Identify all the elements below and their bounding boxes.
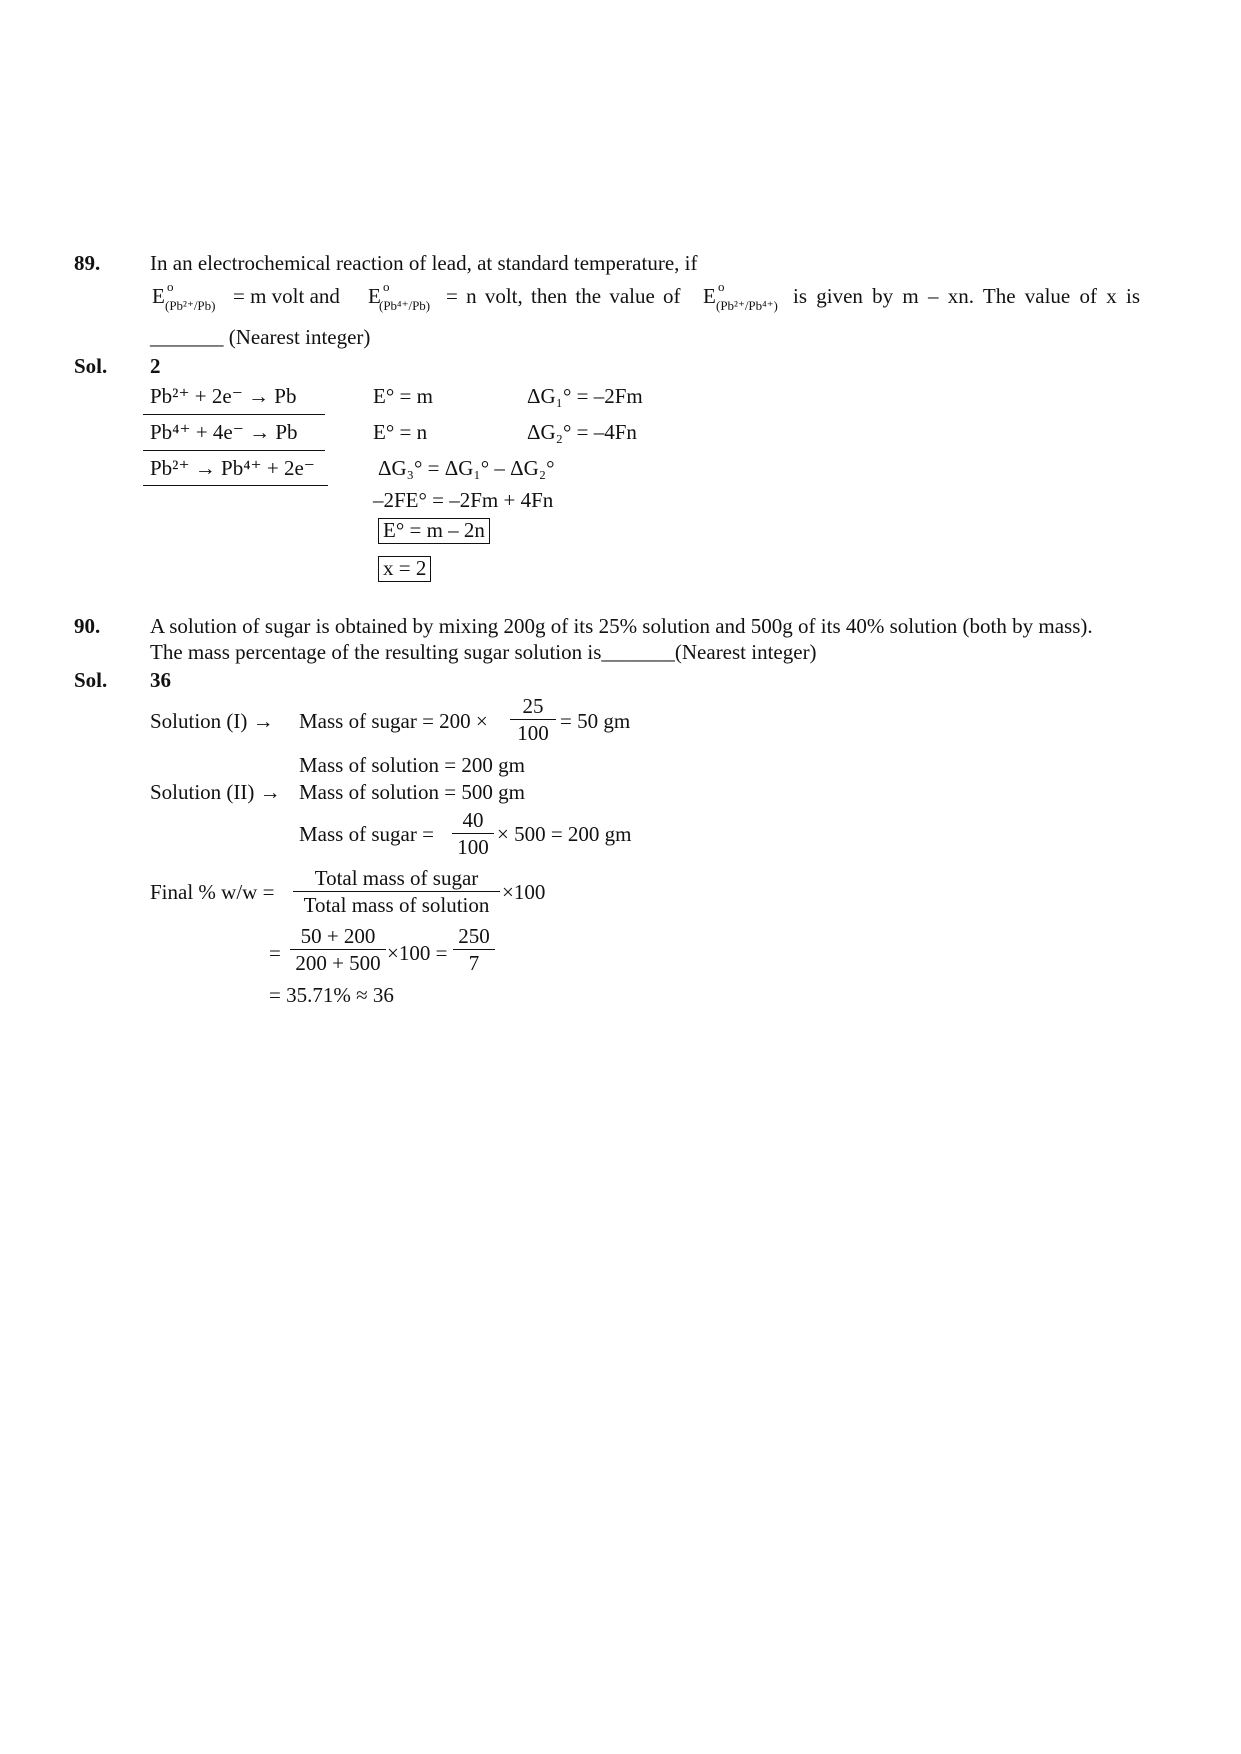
q89-reaction-3: Pb²⁺ → Pb⁴⁺ + 2e⁻	[150, 456, 315, 480]
q90-fraction-3-numerator: 50 + 200	[300, 924, 376, 948]
q90-fraction-4-numerator: 250	[458, 924, 490, 948]
q89-e1-subscript: (Pb²⁺/Pb)	[165, 298, 216, 313]
q90-solution-2-sugar: Mass of sugar =	[299, 822, 434, 846]
q90-number: 90.	[74, 614, 101, 638]
q89-eq-n: = n volt, then the value of	[446, 284, 681, 308]
q90-fraction-2	[452, 810, 494, 858]
q90-final-bar	[293, 891, 500, 892]
q89-reaction-2: Pb⁴⁺ + 4e⁻ → Pb	[150, 420, 298, 444]
q90-final-fraction	[293, 868, 500, 916]
q90-equals-sign: =	[269, 941, 281, 965]
q89-e2-degree: o	[383, 279, 390, 294]
q89-reaction-2-potential: E° = n	[373, 420, 428, 444]
q89-eq-m: = m volt and	[233, 284, 340, 308]
q89-rule-3	[143, 485, 328, 486]
q89-boxed-potential: E° = m – 2n	[378, 518, 490, 544]
q90-final-multiplier: ×100	[502, 880, 546, 904]
q90-sol-label: Sol.	[74, 668, 108, 692]
q89-e3-symbol: E	[703, 284, 716, 308]
q90-text-line2: The mass percentage of the resulting sugar solution is_______(Nearest integer)	[150, 640, 817, 664]
q90-fraction-1	[510, 696, 556, 744]
q90-result: = 35.71% ≈ 36	[269, 983, 394, 1007]
q89-e2-symbol: E	[368, 284, 381, 308]
q90-fraction-2-denominator: 100	[457, 835, 489, 859]
q90-solution-1-mass: Mass of solution = 200 gm	[299, 753, 525, 777]
q89-text-line2	[150, 279, 1150, 322]
q90-final-label: Final % w/w =	[150, 880, 275, 904]
q90-fraction-2-numerator: 40	[462, 808, 484, 832]
q90-fraction-1-bar	[510, 719, 556, 720]
q90-fraction-3-denominator: 200 + 500	[295, 951, 381, 975]
q89-e3-degree: o	[718, 279, 725, 294]
q90-solution-2-mass: Mass of solution = 500 gm	[299, 780, 525, 804]
q90-fraction-3-multiplier: ×100 =	[387, 941, 448, 965]
q90-fraction-2-bar	[452, 833, 494, 834]
q89-e1-symbol: E	[152, 284, 165, 308]
q89-rule-2	[143, 450, 325, 451]
q89-boxed-answer: x = 2	[378, 556, 431, 582]
q90-fraction-1-denominator: 100	[517, 721, 549, 745]
q89-line2-end: is given by m – xn. The value of x is	[793, 284, 1140, 308]
q89-step-2: –2FE° = –2Fm + 4Fn	[373, 488, 554, 512]
q89-sol-label: Sol.	[74, 354, 108, 378]
q90-solution-1-label: Solution (I) →	[150, 709, 274, 733]
q89-reaction-1-potential: E° = m	[373, 384, 433, 408]
q90-text-line1: A solution of sugar is obtained by mixing 200g of its 25% solution and 500g of its 40% solution (both by mass).	[150, 614, 1093, 638]
q90-fraction-4	[453, 926, 495, 974]
q89-rule-1	[143, 414, 325, 415]
q90-fraction-1-numerator: 25	[522, 694, 544, 718]
q90-fraction-3	[290, 926, 386, 974]
q89-e3-subscript: (Pb²⁺/Pb⁴⁺)	[716, 298, 778, 313]
q90-fraction-3-bar	[290, 949, 386, 950]
q89-text-line3: _______ (Nearest integer)	[150, 325, 371, 349]
q89-e2-subscript: (Pb⁴⁺/Pb)	[379, 298, 431, 313]
q90-final-numerator: Total mass of sugar	[314, 866, 479, 890]
q89-text-line1: In an electrochemical reaction of lead, at standard temperature, if	[150, 251, 698, 275]
q89-e1-degree: o	[167, 279, 174, 294]
q90-fraction-4-denominator: 7	[468, 951, 480, 975]
q90-fraction-4-bar	[453, 949, 495, 950]
q89-reaction-2-gibbs: ΔG₂° = –4Fn	[527, 420, 637, 444]
q90-solution-2-label: Solution (II) →	[150, 780, 281, 804]
q90-solution-1-sugar: Mass of sugar = 200 ×	[299, 709, 488, 733]
q89-reaction-1-gibbs: ΔG₁° = –2Fm	[527, 384, 643, 408]
q89-gibbs-3: ΔG₃° = ΔG₁° – ΔG₂°	[378, 456, 555, 480]
q90-final-denominator: Total mass of solution	[303, 893, 490, 917]
q89-reaction-1: Pb²⁺ + 2e⁻ → Pb	[150, 384, 297, 408]
q90-answer: 36	[150, 668, 171, 692]
q90-solution-1-sugar-result: = 50 gm	[560, 709, 631, 733]
q89-number: 89.	[74, 251, 101, 275]
q90-solution-2-sugar-result: × 500 = 200 gm	[497, 822, 632, 846]
q89-answer: 2	[150, 354, 161, 378]
